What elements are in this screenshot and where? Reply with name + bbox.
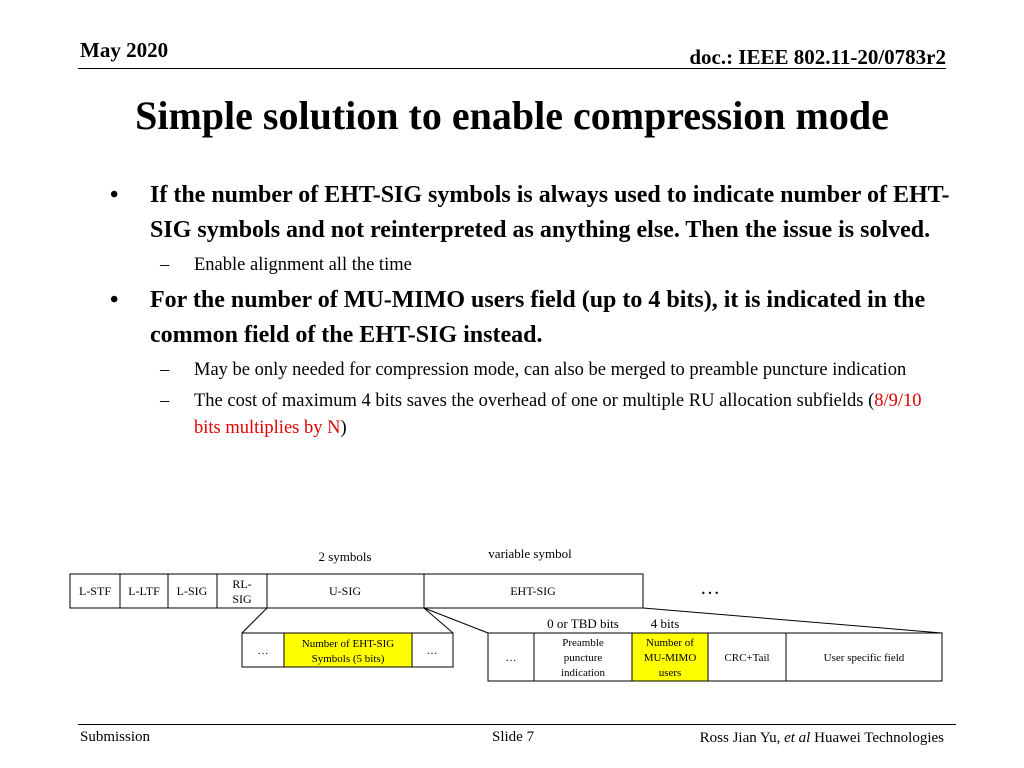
field-rl-sig-label-line1: RL- <box>232 577 252 591</box>
header-doc-number: doc.: IEEE 802.11-20/0783r2 <box>689 45 946 69</box>
mu-mimo-users-line2: MU-MIMO <box>643 652 697 664</box>
bullet-2-text: For the number of MU-MIMO users field (up to 4 bits), it is indicated in the common field of the EHT-SIG instead. <box>150 287 926 348</box>
label-0-or-tbd-bits: 0 or TBD bits <box>547 616 619 631</box>
footer-et-al: et al <box>784 730 811 746</box>
bullet-mark: • <box>110 287 119 313</box>
bullet-1-text: If the number of EHT-SIG symbols is always used to indicate number of EHT-SIG symbols and not reinterpreted as anything else. Then the issue is solved. <box>150 182 950 243</box>
u-sig-detail-left-dots: … <box>257 645 269 657</box>
label-2-symbols: 2 symbols <box>318 549 372 564</box>
trailing-ellipsis: … <box>700 577 720 599</box>
field-u-sig-label: U-SIG <box>329 584 361 598</box>
preamble-puncture-line2: puncture <box>563 652 603 664</box>
dash-mark: – <box>160 360 170 380</box>
dash-mark: – <box>160 255 170 275</box>
field-l-ltf-label: L-LTF <box>128 584 160 598</box>
header-date: May 2020 <box>80 38 169 62</box>
footer-rule <box>78 724 956 725</box>
preamble-puncture-line3: indication <box>561 667 605 679</box>
field-rl-sig-label-line2: SIG <box>232 592 252 606</box>
field-eht-sig-label: EHT-SIG <box>510 584 556 598</box>
footer-submission: Submission <box>80 729 151 745</box>
preamble-puncture-line1: Preamble <box>562 637 604 649</box>
footer-author-name: Ross Jian Yu, <box>699 730 785 746</box>
bullet-mark: • <box>110 182 119 208</box>
eht-sig-detail-dots: … <box>505 652 517 664</box>
footer-organization: Huawei Technologies <box>810 730 944 746</box>
mu-mimo-users-line3: users <box>658 667 682 679</box>
crc-tail-label: CRC+Tail <box>724 652 770 664</box>
field-l-sig-label: L-SIG <box>176 584 208 598</box>
slide-title: Simple solution to enable compression mode <box>135 93 889 138</box>
dash-mark: – <box>160 391 170 411</box>
eht-sig-symbols-line2: Symbols (5 bits) <box>311 653 385 665</box>
closing-paren: ) <box>340 418 347 438</box>
sub-bullet-2-1-text: May be only needed for compression mode, can also be merged to preamble puncture indication <box>194 360 907 380</box>
user-specific-field-label: User specific field <box>823 652 905 664</box>
sub-bullet-1-1-text: Enable alignment all the time <box>194 255 412 275</box>
eht-sig-symbols-line1: Number of EHT-SIG <box>301 638 395 650</box>
label-variable-symbol: variable symbol <box>488 546 572 561</box>
mu-mimo-users-line1: Number of <box>646 637 694 649</box>
u-sig-detail-right-dots: … <box>426 645 438 657</box>
label-4-bits: 4 bits <box>650 616 680 631</box>
bits-multiplier-text: 8/9/10 bits multiplies by N <box>194 391 922 438</box>
field-l-stf-label: L-STF <box>78 584 112 598</box>
footer-slide-number: Slide 7 <box>492 729 535 745</box>
footer-author <box>700 730 944 747</box>
sub-bullet-2-2-text: The cost of maximum 4 bits saves the overhead of one or multiple RU allocation subfields ( <box>194 391 875 411</box>
